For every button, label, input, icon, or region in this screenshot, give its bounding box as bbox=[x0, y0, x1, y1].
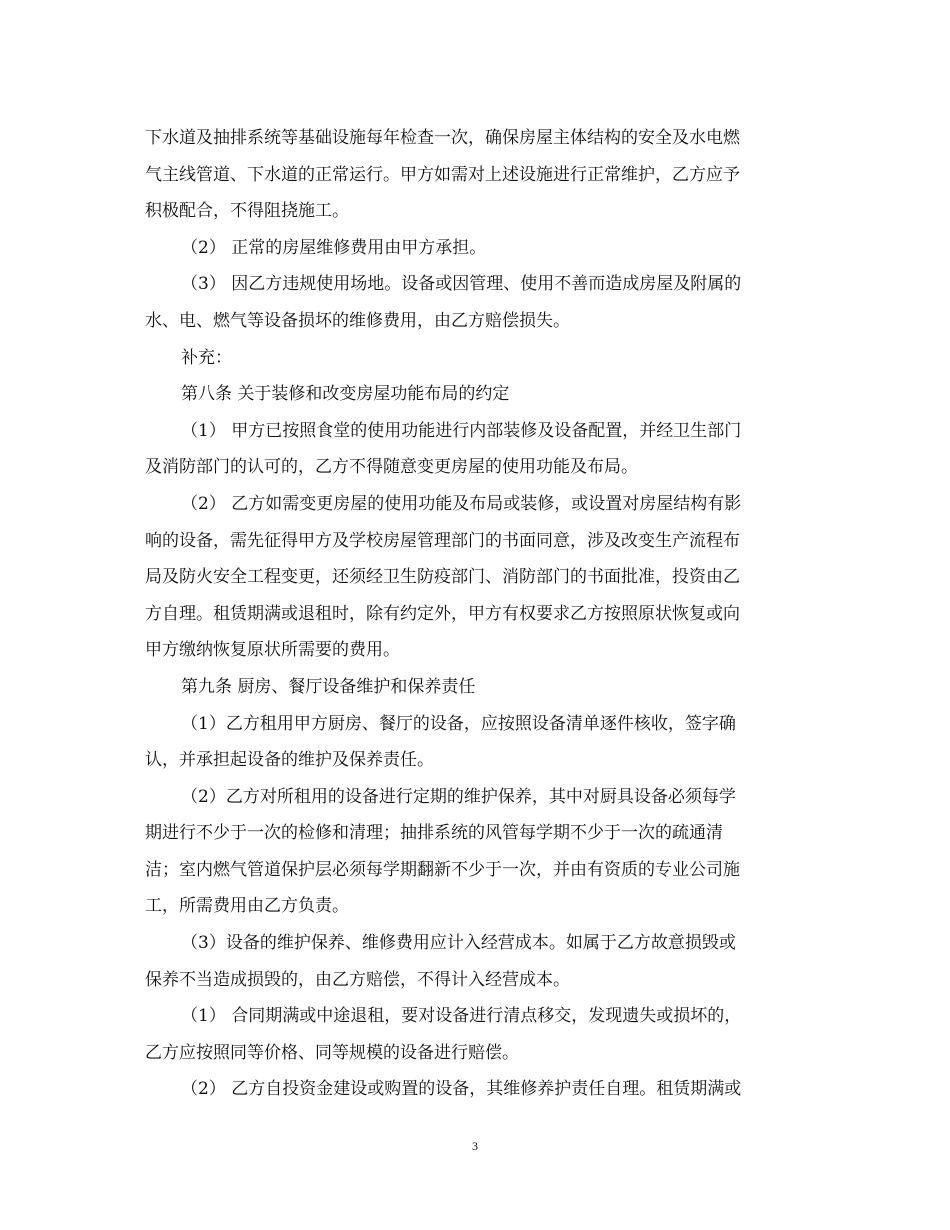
text-line: 积极配合，不得阻挠施工。 bbox=[145, 201, 349, 222]
text-line: （1）乙方租用甲方厨房、餐厅的设备，应按照设备清单逐件核收，签字确 bbox=[181, 713, 736, 734]
text-line: 甲方缴纳恢复原状所需要的费用。 bbox=[145, 640, 400, 661]
text-line: 下水道及抽排系统等基础设施每年检查一次，确保房屋主体结构的安全及水电燃 bbox=[145, 128, 740, 148]
text-line: （2）乙方对所租用的设备进行定期的维护保养，其中对厨具设备必须每学 bbox=[181, 786, 736, 807]
text-line: 洁；室内燃气管道保护层必须每学期翻新不少于一次，并由有资质的专业公司施 bbox=[145, 859, 740, 880]
text-line: （1） 合同期满或中途退租，要对设备进行清点移交，发现遗失或损坏的， bbox=[181, 1006, 742, 1027]
text-line: （3） 因乙方违规使用场地。设备或因管理、使用不善而造成房屋及附属的 bbox=[181, 274, 742, 295]
section-heading: 第八条 关于装修和改变房屋功能布局的约定 bbox=[181, 384, 510, 405]
text-line: 补充： bbox=[181, 347, 232, 368]
text-line: 保养不当造成损毁的，由乙方赔偿，不得计入经营成本。 bbox=[145, 969, 570, 990]
page-number: 3 bbox=[472, 1139, 478, 1153]
text-line: （2） 正常的房屋维修费用由甲方承担。 bbox=[181, 237, 487, 258]
text-line: 认，并承担起设备的维护及保养责任。 bbox=[145, 750, 434, 771]
text-line: 期进行不少于一次的检修和清理；抽排系统的风管每学期不少于一次的疏通清 bbox=[145, 823, 723, 844]
text-line: 乙方应按照同等价格、同等规模的设备进行赔偿。 bbox=[145, 1042, 519, 1063]
text-line: （2） 乙方自投资金建设或购置的设备，其维修养护责任自理。租赁期满或 bbox=[181, 1079, 742, 1100]
text-line: 气主线管道、下水道的正常运行。甲方如需对上述设施进行正常维护，乙方应予 bbox=[145, 164, 740, 185]
document-body bbox=[145, 120, 805, 1108]
text-line: （2） 乙方如需变更房屋的使用功能及布局或装修，或设置对房屋结构有影 bbox=[181, 493, 742, 514]
text-line: 局及防火安全工程变更，还须经卫生防疫部门、消防部门的书面批准，投资由乙 bbox=[145, 567, 740, 588]
text-line: 水、电、燃气等设备损坏的维修费用，由乙方赔偿损失。 bbox=[145, 310, 570, 331]
text-line: 方自理。租赁期满或退租时，除有约定外，甲方有权要求乙方按照原状恢复或向 bbox=[145, 603, 740, 624]
text-line: 响的设备，需先征得甲方及学校房屋管理部门的书面同意，涉及改变生产流程布 bbox=[145, 530, 740, 551]
text-line: 工，所需费用由乙方负责。 bbox=[145, 896, 349, 917]
text-line: （3）设备的维护保养、维修费用应计入经营成本。如属于乙方故意损毁或 bbox=[181, 933, 736, 954]
text-line: 及消防部门的认可的，乙方不得随意变更房屋的使用功能及布局。 bbox=[145, 457, 638, 478]
text-line: （1） 甲方已按照食堂的使用功能进行内部装修及设备配置，并经卫生部门 bbox=[181, 420, 742, 441]
section-heading: 第九条 厨房、餐厅设备维护和保养责任 bbox=[181, 676, 476, 697]
